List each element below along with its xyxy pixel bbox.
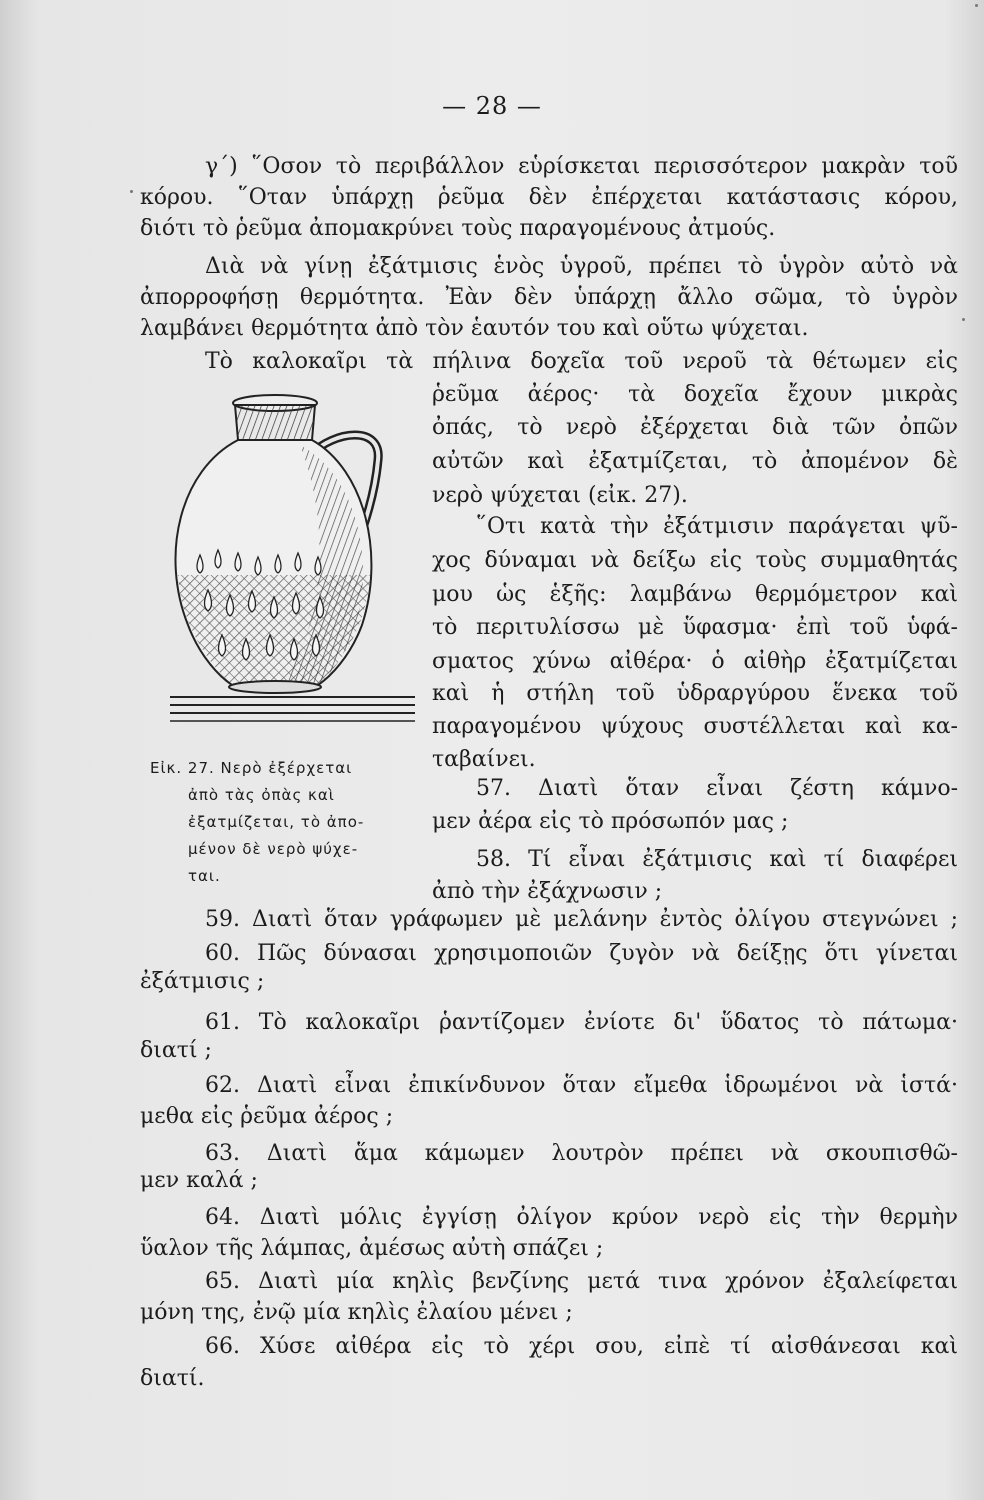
text-line: γ΄) ῞Οσον τὸ περιβάλλον εὑρίσκεται περισσότερον μακρὰν τοῦ — [205, 154, 958, 179]
text-line: ῥεῦμα ἀέρος· τὰ δοχεῖα ἔχουν μικρὰς — [432, 382, 958, 407]
question-line: 60. Πῶς δύνασαι χρησιμοποιῶν ζυγὸν νὰ δείξῃς ὅτι γίνεται — [205, 941, 958, 966]
text-line: Διὰ νὰ γίνῃ ἐξάτμισις ἑνὸς ὑγροῦ, πρέπει τὸ ὑγρὸν αὐτὸ νὰ — [205, 254, 958, 279]
text-line: 57. Διατὶ ὅταν εἶναι ζέστη κάμνο- — [476, 776, 958, 801]
question-line: ἐξάτμισις ; — [140, 969, 265, 994]
figure-caption-line: Εἰκ. 27. Νερὸ ἐξέρχεται — [150, 759, 353, 777]
text-line: κόρου. ῞Οταν ὑπάρχῃ ῥεῦμα δὲν ἐπέρχεται κατάστασις κόρου, — [140, 185, 958, 210]
question-line: διατί ; — [140, 1038, 212, 1063]
text-line: ὀπάς, τὸ νερὸ ἐξέρχεται διὰ τῶν ὀπῶν — [432, 415, 958, 440]
text-line: ἀπορροφήσῃ θερμότητα. Ἐὰν δὲν ὑπάρχῃ ἄλλο σῶμα, τὸ ὑγρὸν — [140, 285, 958, 310]
text-line: λαμβάνει θερμότητα ἀπὸ τὸν ἑαυτόν του καὶ οὕτω ψύχεται. — [140, 316, 809, 341]
text-line: μου ὡς ἑξῆς: λαμβάνω θερμόμετρον καὶ — [432, 582, 958, 607]
question-line: 61. Τὸ καλοκαῖρι ῥαντίζομεν ἐνίοτε δι' ὕδατος τὸ πάτωμα· — [205, 1010, 958, 1035]
figure-caption-line: ἀπὸ τὰς ὀπὰς καὶ — [188, 786, 335, 804]
figure-caption-line: ται. — [188, 867, 221, 885]
text-line: διότι τὸ ῥεῦμα ἀπομακρύνει τοὺς παραγομένους ἀτμούς. — [140, 216, 776, 241]
question-line: 66. Χύσε αἰθέρα εἰς τὸ χέρι σου, εἰπὲ τί αἰσθάνεσαι καὶ — [205, 1334, 958, 1359]
water-jug-illustration — [160, 385, 422, 725]
text-line: 58. Τί εἶναι ἐξάτμισις καὶ τί διαφέρει — [476, 847, 958, 872]
text-line: ταβαίνει. — [432, 747, 536, 772]
text-line: παραγομένου ψύχους συστέλλεται καὶ κα- — [432, 714, 958, 739]
question-line: διατί. — [140, 1366, 205, 1391]
paper-speck — [962, 318, 965, 321]
question-line: μόνη της, ἐνῷ μία κηλὶς ἐλαίου μένει ; — [140, 1300, 573, 1325]
question-line: 62. Διατὶ εἶναι ἐπικίνδυνον ὅταν εἴμεθα ἱδρωμένοι νὰ ἱστά· — [205, 1073, 958, 1098]
page-number: — 28 — — [442, 92, 542, 120]
text-line: καὶ ἡ στήλη τοῦ ὑδραργύρου ἕνεκα τοῦ — [432, 681, 958, 706]
text-line: τὸ περιτυλίσσω μὲ ὕφασμα· ἐπὶ τοῦ ὑφά- — [432, 615, 958, 640]
paper-speck — [130, 190, 133, 193]
figure-caption-line: μένον δὲ νερὸ ψύχε- — [188, 840, 359, 858]
text-line: αὐτῶν καὶ ἐξατμίζεται, τὸ ἀπομένον δὲ — [432, 449, 958, 474]
text-line: ῞Οτι κατὰ τὴν ἐξάτμισιν παράγεται ψῦ- — [476, 514, 958, 539]
question-line: ὕαλον τῆς λάμπας, ἀμέσως αὐτὴ σπάζει ; — [140, 1236, 604, 1261]
question-line: μεθα εἰς ῥεῦμα ἀέρος ; — [140, 1104, 394, 1129]
question-line: μεν καλά ; — [140, 1168, 258, 1193]
text-line: νερὸ ψύχεται (εἰκ. 27). — [432, 483, 688, 508]
question-line: 65. Διατὶ μία κηλὶς βενζίνης μετά τινα χρόνον ἐξαλείφεται — [205, 1269, 958, 1294]
text-line: Τὸ καλοκαῖρι τὰ πήλινα δοχεῖα τοῦ νεροῦ τὰ θέτωμεν εἰς — [205, 349, 958, 374]
question-line: 59. Διατὶ ὅταν γράφωμεν μὲ μελάνην ἐντὸς ὀλίγου στεγνώνει ; — [205, 907, 958, 932]
figure-caption-line: ἐξατμίζεται, τὸ ἀπο- — [188, 813, 365, 831]
paper-speck — [975, 4, 978, 7]
question-line: 63. Διατὶ ἅμα κάμωμεν λουτρὸν πρέπει νὰ σκουπισθῶ- — [205, 1141, 958, 1166]
text-line: ἀπὸ τὴν ἐξάχνωσιν ; — [432, 879, 663, 904]
question-line: 64. Διατὶ μόλις ἐγγίσῃ ὀλίγον κρύον νερὸ εἰς τὴν θερμὴν — [205, 1205, 958, 1230]
text-line: σματος χύνω αἰθέρα· ὁ αἰθὴρ ἐξατμίζεται — [432, 649, 958, 674]
text-line: χος δύναμαι νὰ δείξω εἰς τοὺς συμμαθητάς — [432, 548, 958, 573]
text-line: μεν ἀέρα εἰς τὸ πρόσωπόν μας ; — [432, 809, 789, 834]
